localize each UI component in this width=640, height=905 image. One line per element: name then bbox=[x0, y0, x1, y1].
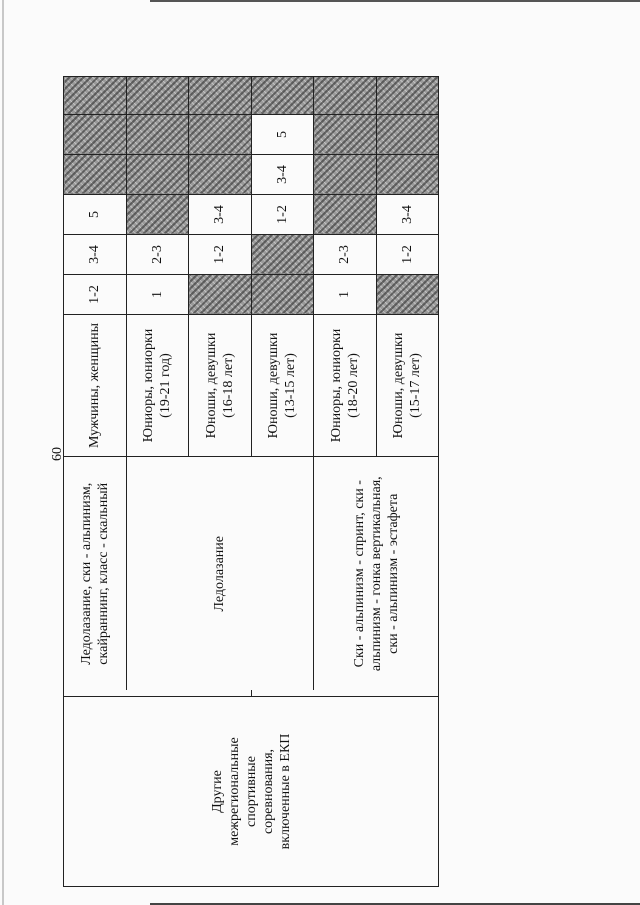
place-cell: 3-4 bbox=[251, 155, 314, 195]
discipline-cell: Ски - альпинизм - спринт, ски - альпинизм - гонка вертикальная, ски - альпинизм - эстафета bbox=[314, 457, 439, 691]
place-cell: 5 bbox=[251, 115, 314, 155]
spacer-cell bbox=[251, 691, 439, 697]
hatched-cell bbox=[314, 195, 377, 235]
place-cell: 3-4 bbox=[376, 195, 439, 235]
hatched-cell bbox=[64, 155, 127, 195]
hatched-cell bbox=[189, 115, 252, 155]
page-number: 60 bbox=[50, 447, 65, 461]
hatched-cell bbox=[64, 77, 127, 115]
hatched-cell bbox=[376, 155, 439, 195]
hatched-cell bbox=[126, 155, 189, 195]
competition-group-cell: Другие межрегиональные спортивные соревнования, включенные в ЕКП bbox=[64, 697, 439, 887]
hatched-cell bbox=[189, 275, 252, 315]
place-cell: 1 bbox=[126, 275, 189, 315]
table-row bbox=[64, 77, 127, 887]
place-cell: 1-2 bbox=[251, 195, 314, 235]
discipline-cell: Ледолазание bbox=[126, 457, 314, 691]
hatched-cell bbox=[126, 195, 189, 235]
rank-table bbox=[63, 76, 439, 887]
place-cell: 3-4 bbox=[189, 195, 252, 235]
place-cell: 3-4 bbox=[64, 235, 127, 275]
age-group-cell: Юноши, девушки (15-17 лет) bbox=[376, 315, 439, 457]
hatched-cell bbox=[376, 77, 439, 115]
spacer-cell bbox=[64, 691, 252, 697]
scan-edge bbox=[2, 0, 4, 905]
age-group-cell: Юниоры, юниорки (19-21 год) bbox=[126, 315, 189, 457]
place-cell: 1-2 bbox=[64, 275, 127, 315]
age-group-cell: Юноши, девушки (16-18 лет) bbox=[189, 315, 252, 457]
age-group-cell: Юниоры, юниорки (18-20 лет) bbox=[314, 315, 377, 457]
hatched-cell bbox=[251, 77, 314, 115]
place-cell: 1-2 bbox=[189, 235, 252, 275]
hatched-cell bbox=[189, 77, 252, 115]
rotated-table-wrapper bbox=[63, 77, 439, 887]
discipline-cell: Ледолазание, ски - альпинизм, скайраннинг, класс - скальный bbox=[64, 457, 127, 691]
scan-top-border bbox=[150, 0, 640, 2]
hatched-cell bbox=[314, 155, 377, 195]
hatched-cell bbox=[126, 77, 189, 115]
place-cell: 1 bbox=[314, 275, 377, 315]
hatched-cell bbox=[314, 115, 377, 155]
place-cell: 1-2 bbox=[376, 235, 439, 275]
age-group-cell: Мужчины, женщины bbox=[64, 315, 127, 457]
place-cell: 2-3 bbox=[314, 235, 377, 275]
hatched-cell bbox=[314, 77, 377, 115]
place-cell: 2-3 bbox=[126, 235, 189, 275]
hatched-cell bbox=[376, 115, 439, 155]
hatched-cell bbox=[189, 155, 252, 195]
hatched-cell bbox=[126, 115, 189, 155]
hatched-cell bbox=[251, 235, 314, 275]
hatched-cell bbox=[376, 275, 439, 315]
age-group-cell: Юноши, девушки (13-15 лет) bbox=[251, 315, 314, 457]
hatched-cell bbox=[64, 115, 127, 155]
hatched-cell bbox=[251, 275, 314, 315]
place-cell: 5 bbox=[64, 195, 127, 235]
